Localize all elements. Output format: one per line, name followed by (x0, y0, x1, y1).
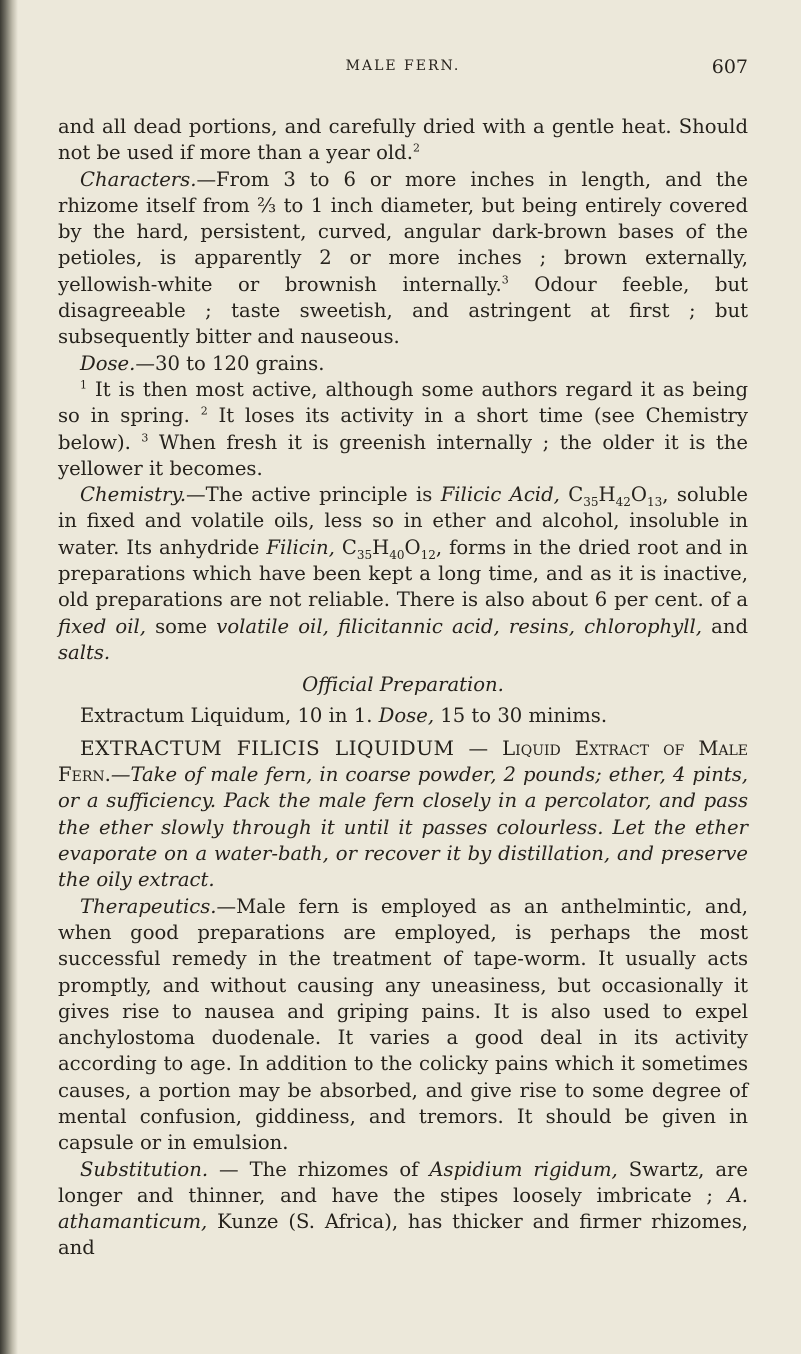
extract-heading: EXTRACTUM FILICIS LIQUIDUM (80, 735, 455, 760)
extract-paragraph: EXTRACTUM FILICIS LIQUIDUM — Liquid Extract of Male Fern.—Take of male fern, in coarse powder, 2 pounds; ether, 4 pints, or a sufficiency. Pack the male fern closely in a percolator, and pass the ether slowly through it until it passes colourless. Let the ether evaporate on a water-bath, or recover it by distillation, and preserve the oily extract. (58, 735, 749, 892)
paragraph-substitution: Substitution. — The rhizomes of Aspidium rigidum, Swartz, are longer and thinner, and have the stipes loosely imbricate ; A. athamanticum, Kunze (S. Africa), has thicker and firmer rhizomes, and (58, 1157, 748, 1260)
footnote-ref: 2 (412, 141, 420, 155)
footnotes: $^1$ It is then most active, although some authors regard it as being so in spring. $^2$ It loses its activity in a short time (see Chemistry below). $^3$ When fresh it is greenish internally ; the older it is the yellower it becomes. (58, 377, 749, 480)
section-label: Dose. (80, 351, 136, 375)
paragraph-storage: and all dead portions, and carefully dried with a gentle heat. Should not be used if more than a year old.$^2$ (58, 115, 748, 165)
paragraph-characters: Characters.—From 3 to 6 or more inches in length, and the rhizome itself from ⅔ to 1 inch diameter, but being entirely covered by the hard, persistent, curved, angular dark-brown bases of the petioles, is apparently 2 or more inches ; brown externally, yellowish-white or brownish internally.$^3$ Odour feeble, but disagreeable ; taste sweetish, and astringent at first ; but subsequently bitter and nauseous. (58, 167, 748, 349)
paragraph-therapeutics: Therapeutics.—Male fern is employed as an anthelmintic, and, when good preparations are employed, is perhaps the most successful remedy in the treatment of tape-worm. It usually acts promptly, and without causing any uneasiness, but occasionally it gives rise to nausea and griping pains. It is also used to expel anchylostoma duodenale. It varies a good deal in its activity according to age. In addition to the colicky pains which it sometimes causes, a portion may be absorbed, and give rise to some degree of mental confusion, giddiness, and tremors. It should be given in capsule or in emulsion. (58, 894, 748, 1155)
book-gutter-shadow (0, 0, 18, 1354)
paragraph-chemistry: Chemistry.—The active principle is Filicic Acid, $C_{35}H_{42}O_{13}$, soluble in fixed and volatile oils, less so in ether and alcohol, insoluble in water. Its anhydride Filicin, $C_{35}H_{40}O_{12}$, forms in the dried root and in preparations which have been kept a long time, and as it is inactive, old preparations are not reliable. There is also about 6 per cent. of a fixed oil, some volatile oil, filicitannic acid, resins, chlorophyll, and salts. (58, 483, 748, 664)
paragraph-dose: Dose.—30 to 120 grains. (80, 351, 325, 375)
official-preparation-heading: Official Preparation. (302, 673, 504, 697)
running-title: MALE FERN. (345, 58, 461, 74)
section-label: Substitution. (80, 1157, 209, 1181)
section-label: Chemistry. (80, 483, 187, 507)
page-number: 607 (711, 56, 748, 78)
page-body (58, 114, 748, 1262)
footnote-ref: 3 (501, 273, 509, 287)
section-label: Characters. (80, 167, 197, 191)
section-label: Therapeutics. (80, 894, 217, 918)
official-preparation-line: Extractum Liquidum, 10 in 1. Dose, 15 to 30 minims. (80, 703, 608, 727)
running-head (58, 56, 748, 80)
